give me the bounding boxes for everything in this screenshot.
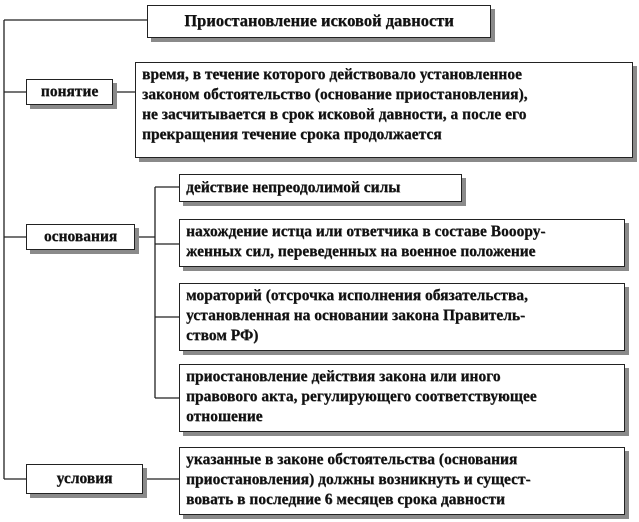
text-line: не засчитывается в срок исковой давности, а после его	[142, 106, 527, 123]
text-line: вовать в последние 6 месяцев срока давности	[186, 491, 505, 508]
diagram-title: Приостановление исковой давности	[147, 5, 491, 38]
concept-definition-box	[135, 62, 633, 158]
text-line: действие непреодолимой силы	[186, 179, 401, 196]
text-line: приостановление действия закона или иного	[186, 368, 501, 385]
conditions-box	[179, 447, 625, 515]
section-label-conditions: условия	[26, 464, 143, 494]
ground-item-force-majeure	[179, 174, 462, 202]
text-line: время, в течение которого действовало установленное	[142, 66, 522, 83]
ground-item-military	[179, 219, 625, 267]
text-line: законом обстоятельство (основание приостановления),	[142, 86, 528, 103]
text-line: мораторий (отсрочка исполнения обязательства,	[186, 287, 528, 304]
text-line: указанные в законе обстоятельства (основания	[186, 451, 518, 468]
text-line: приостановления) должны возникнуть и сущест-	[186, 471, 531, 488]
text-line: правового акта, регулирующего соответствующее	[186, 388, 537, 405]
text-line: ством РФ)	[186, 327, 259, 344]
section-label-grounds: основания	[26, 224, 135, 250]
ground-item-moratorium	[179, 283, 625, 351]
text-line: нахождение истца или ответчика в составе Вооору-	[186, 223, 546, 240]
text-line: прекращения течение срока продолжается	[142, 126, 442, 143]
text-line: отношение	[186, 408, 263, 425]
ground-item-law-suspension	[179, 364, 625, 432]
section-label-concept: понятие	[26, 79, 113, 105]
text-line: установленная на основании закона Правитель-	[186, 307, 526, 324]
text-line: женных сил, переведенных на военное положение	[186, 243, 536, 260]
